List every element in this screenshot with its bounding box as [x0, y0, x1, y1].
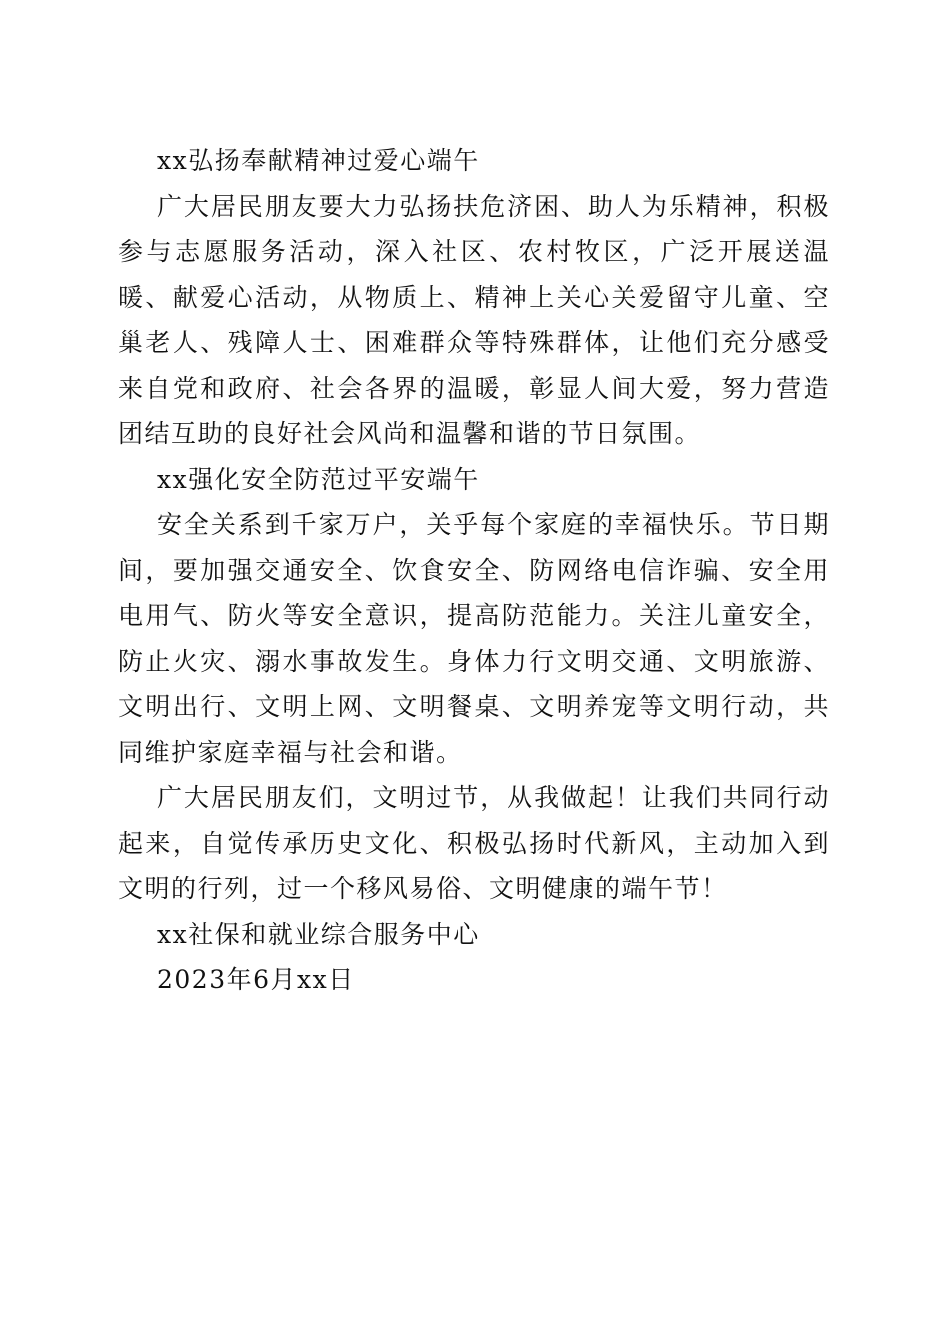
- paragraph-volunteer-service: 广大居民朋友要大力弘扬扶危济困、助人为乐精神，积极参与志愿服务活动，深入社区、农村牧区，广泛开展送温暖、献爱心活动，从物质上、精神上关心关爱留守儿童、空巢老人、残障人士、困难群众等特殊群体，让他们充分感受来自党和政府、社会各界的温暖，彰显人间大爱，努力营造团结互助的良好社会风尚和温馨和谐的节日氛围。: [118, 191, 830, 448]
- signature-organization: xx社保和就业综合服务中心: [157, 919, 480, 949]
- signature-date: 2023年6月xx日: [157, 965, 355, 994]
- document-body: [118, 138, 830, 1003]
- heading-love-dragon-boat: xx弘扬奉献精神过爱心端午: [157, 146, 480, 175]
- paragraph-safety: 安全关系到千家万户，关乎每个家庭的幸福快乐。节日期间，要加强交通安全、饮食安全、防网络电信诈骗、安全用电用气、防火等安全意识，提高防范能力。关注儿童安全，防止火灾、溺水事故发生。身体力行文明交通、文明旅游、文明出行、文明上网、文明餐桌、文明养宠等文明行动，共同维护家庭幸福与社会和谐。: [118, 510, 830, 767]
- heading-safety-dragon-boat: xx强化安全防范过平安端午: [157, 464, 480, 494]
- paragraph-closing-appeal: 广大居民朋友们，文明过节，从我做起！让我们共同行动起来，自觉传承历史文化、积极弘扬时代新风，主动加入到文明的行列，过一个移风易俗、文明健康的端午节！: [118, 783, 830, 903]
